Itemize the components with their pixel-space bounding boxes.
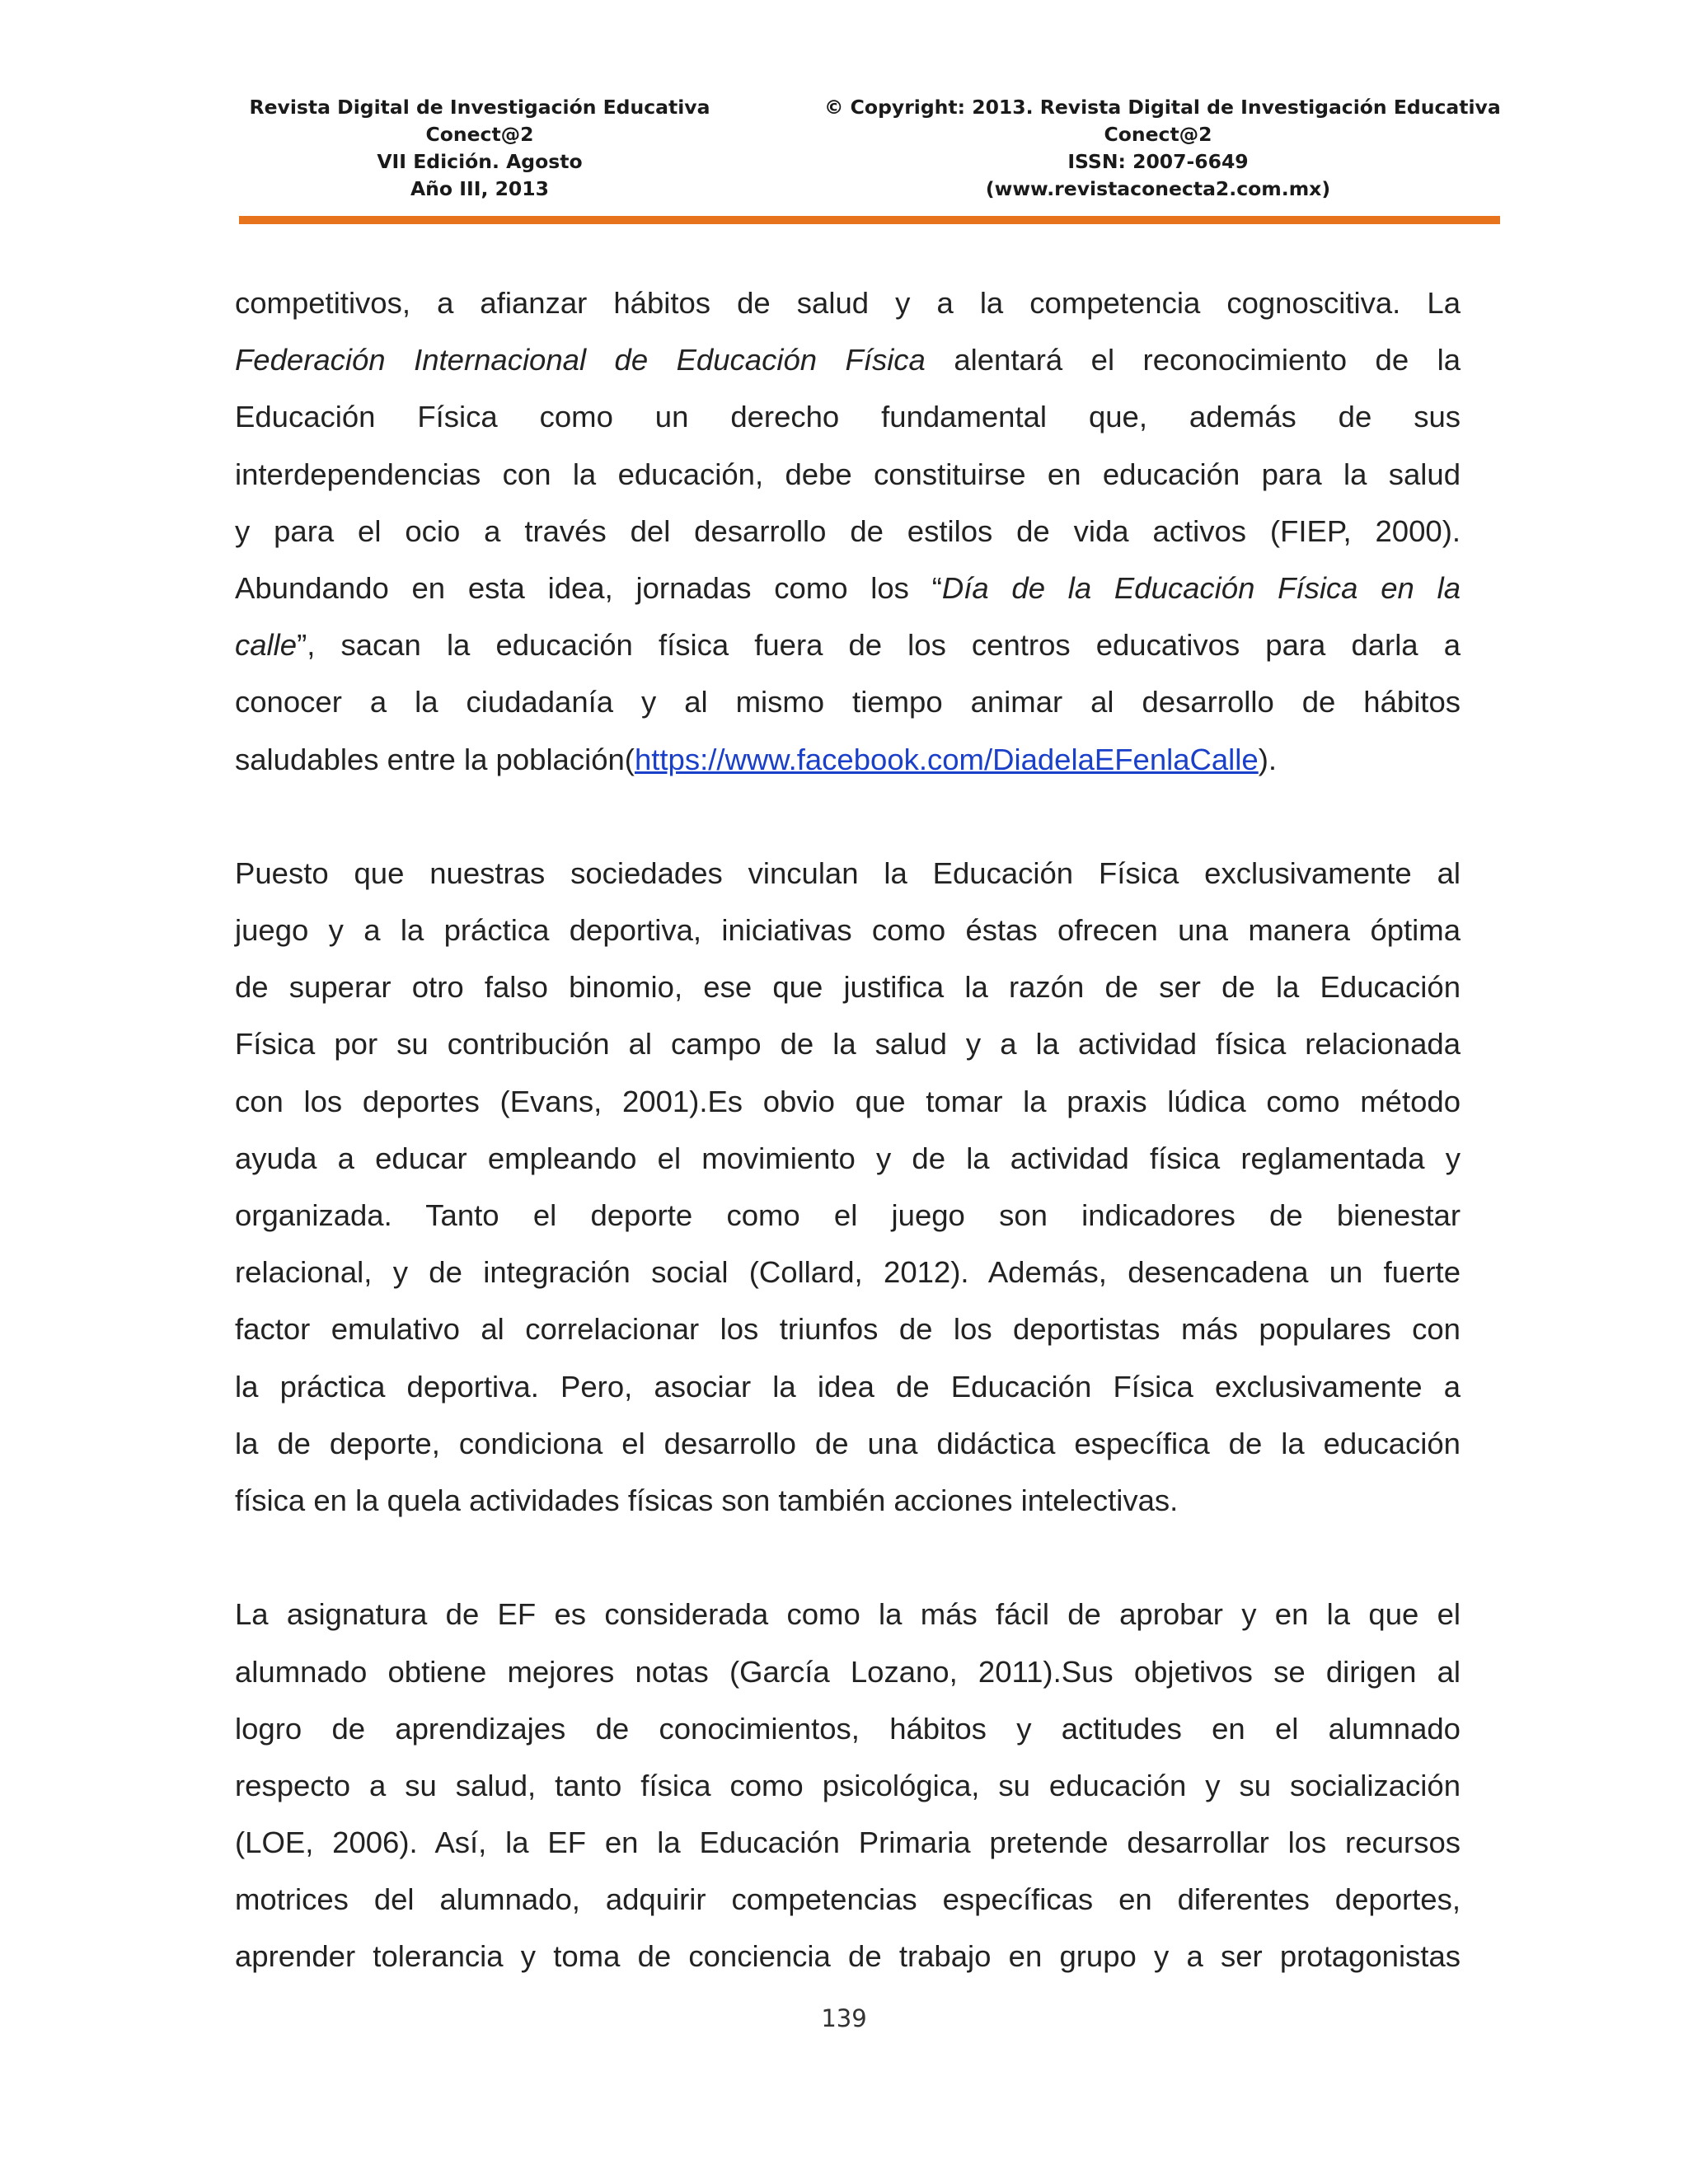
header-journal-title: Revista Digital de Investigación Educativa (249, 96, 710, 119)
text-line: alumnado obtiene mejores notas (García Lozano, 2011).Sus objetivos se dirigen al (235, 1654, 1461, 1689)
text-line: aprender tolerancia y toma de conciencia de trabajo en grupo y a ser protagonistas (235, 1939, 1461, 1974)
text-line: Educación Física como un derecho fundamental que, además de sus (235, 400, 1461, 434)
text-line: la práctica deportiva. Pero, asociar la idea de Educación Física exclusivamente a (235, 1369, 1461, 1404)
text-line: juego y a la práctica deportiva, iniciativas como éstas ofrecen una manera óptima (235, 913, 1461, 948)
header-journal-name: Conect@2 (425, 123, 534, 146)
text-line: calle”, sacan la educación física fuera de los centros educativos para darla a (235, 628, 1461, 663)
text-line: Física por su contribución al campo de la salud y a la actividad física relacionada (235, 1027, 1461, 1062)
paragraph (235, 274, 1461, 788)
text-line: con los deportes (Evans, 2001).Es obvio que tomar la praxis lúdica como método (235, 1084, 1461, 1118)
text-line: La asignatura de EF es considerada como la más fácil de aprobar y en la que el (235, 1597, 1461, 1632)
text-line: respecto a su salud, tanto física como psicológica, su educación y su socialización (235, 1768, 1461, 1802)
text-line: Puesto que nuestras sociedades vinculan la Educación Física exclusivamente al (235, 855, 1461, 890)
text-line: Federación Internacional de Educación Física alentará el reconocimiento de la (235, 343, 1461, 377)
text-line: organizada. Tanto el deporte como el juego son indicadores de bienestar (235, 1198, 1461, 1232)
paragraph (235, 1586, 1461, 1985)
text-line: interdependencias con la educación, debe constituirse en educación para la salud (235, 457, 1461, 491)
text-line: física en la quela actividades físicas son también acciones intelectivas. (235, 1483, 1179, 1517)
header-copyright-journal: Conect@2 (1104, 123, 1212, 146)
header-copyright-info (824, 94, 1501, 203)
text-line: logro de aprendizajes de conocimientos, hábitos y actitudes en el alumnado (235, 1711, 1461, 1746)
text-line: conocer a la ciudadanía y al mismo tiempo animar al desarrollo de hábitos (235, 685, 1461, 719)
header-divider (239, 216, 1500, 224)
text-line: competitivos, a afianzar hábitos de salud y a la competencia cognoscitiva. La (235, 286, 1461, 320)
facebook-link[interactable]: https://www.facebook.com/DiadelaEFenlaCalle (634, 742, 1259, 776)
header-issn: ISSN: 2007-6649 (1067, 150, 1249, 173)
article-body (235, 274, 1461, 2042)
text-line: la de deporte, condiciona el desarrollo de una didáctica específica de la educación (235, 1426, 1461, 1460)
italic-term: Federación Internacional de Educación Física (235, 343, 926, 377)
text-line: Abundando en esta idea, jornadas como los “Día de la Educación Física en la (235, 570, 1461, 605)
italic-term: calle (235, 628, 298, 663)
text-line: ayuda a educar empleando el movimiento y de la actividad física reglamentada y (235, 1141, 1461, 1175)
text-line: motrices del alumnado, adquirir competencias específicas en diferentes deportes, (235, 1882, 1461, 1917)
text-line: y para el ocio a través del desarrollo de estilos de vida activos (FIEP, 2000). (235, 513, 1461, 548)
text-line: de superar otro falso binomio, ese que justifica la razón de ser de la Educación (235, 970, 1461, 1005)
paragraph (235, 845, 1461, 1529)
text-line: saludables entre la población(https://www.facebook.com/DiadelaEFenlaCalle). (235, 742, 1277, 776)
text-line: relacional, y de integración social (Collard, 2012). Además, desencadena un fuerte (235, 1255, 1461, 1290)
header-edition: VII Edición. Agosto (377, 150, 583, 173)
italic-term: Día de la Educación Física en la (941, 570, 1461, 605)
page-number: 139 (821, 2004, 867, 2032)
header-journal-info (249, 94, 710, 203)
header-copyright: © Copyright: 2013. Revista Digital de Investigación Educativa (824, 96, 1501, 119)
text-line: factor emulativo al correlacionar los triunfos de los deportistas más populares con (235, 1312, 1461, 1347)
header-website: (www.revistaconecta2.com.mx) (985, 177, 1331, 200)
header-year: Año III, 2013 (410, 177, 549, 200)
text-line: (LOE, 2006). Así, la EF en la Educación Primaria pretende desarrollar los recursos (235, 1825, 1461, 1860)
